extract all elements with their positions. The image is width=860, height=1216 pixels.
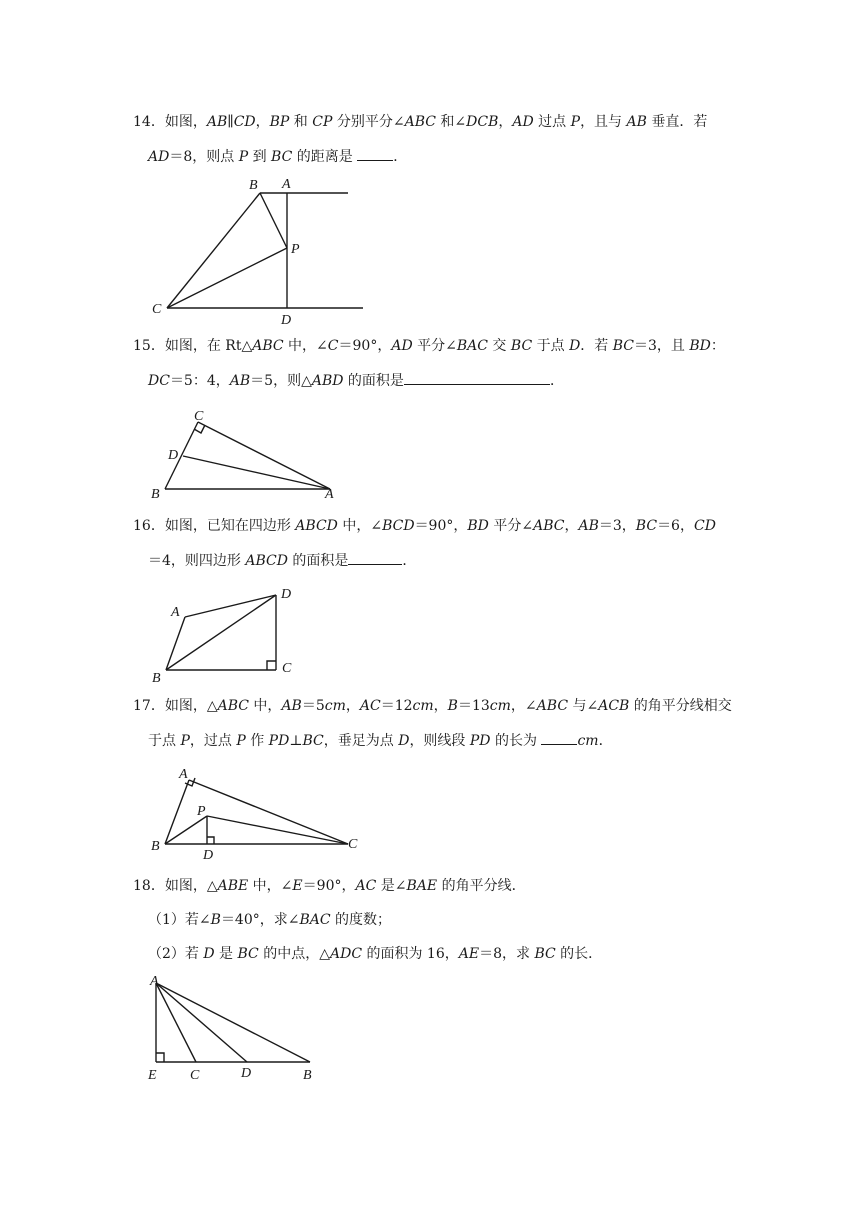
- q18-subquestion-2: （2）若 D 是 BC 的中点，△ADC 的面积为 16，AE＝8，求 BC 的长．: [148, 946, 603, 962]
- label-b: B: [151, 839, 160, 854]
- label-b: B: [152, 671, 161, 684]
- label-b: B: [249, 178, 258, 193]
- q15-line-1: 15．如图，在 Rt△ABC 中，∠C＝90°，AD 平分∠BAC 交 BC 于点 D．若 BC＝3，且 BD：: [133, 338, 725, 354]
- q17-line-1: 17．如图，△ABC 中，AB＝5cm，AC＝12cm，B＝13cm，∠ABC 与∠ACB 的角平分线相交: [133, 698, 732, 714]
- label-a: A: [150, 974, 159, 989]
- segment-bp: [165, 816, 207, 844]
- label-c: C: [194, 409, 204, 424]
- label-d: D: [241, 1066, 252, 1081]
- q17-figure: [145, 762, 365, 862]
- segment-ac: [156, 983, 196, 1062]
- label-d: D: [281, 313, 292, 328]
- label-c: C: [190, 1068, 200, 1083]
- segment-bc: [167, 193, 260, 308]
- label-a: A: [179, 767, 188, 782]
- label-d: D: [203, 848, 214, 862]
- label-b: B: [151, 487, 160, 502]
- label-c: C: [282, 661, 292, 676]
- segment-bp: [260, 193, 287, 248]
- label-p: P: [291, 242, 300, 257]
- segment-cp: [207, 816, 348, 844]
- q14-line-2: AD＝8，则点 P 到 BC 的距离是 ．: [148, 146, 407, 167]
- q16-line-1: 16．如图，已知在四边形 ABCD 中，∠BCD＝90°，BD 平分∠ABC，AB＝3，BC＝6，CD: [133, 518, 716, 534]
- q16-figure: [145, 584, 305, 684]
- label-a: A: [282, 177, 291, 192]
- q15-figure: [145, 404, 345, 502]
- segment-bd: [166, 595, 276, 670]
- label-b: B: [303, 1068, 312, 1083]
- label-c: C: [348, 837, 358, 852]
- q18-line-1: 18．如图，△ABE 中，∠E＝90°，AC 是∠BAE 的角平分线．: [133, 878, 526, 894]
- answer-blank[interactable]: [404, 370, 550, 385]
- answer-blank[interactable]: [348, 550, 402, 565]
- segment-ad: [183, 456, 330, 489]
- right-angle-marker: [267, 661, 276, 670]
- segment-ca: [198, 422, 330, 489]
- q18-subquestion-1: （1）若∠B＝40°，求∠BAC 的度数；: [148, 912, 392, 928]
- segment-ad: [185, 595, 276, 617]
- answer-blank[interactable]: [541, 730, 577, 745]
- label-d: D: [281, 587, 292, 602]
- q14-figure: [145, 172, 365, 332]
- label-e: E: [148, 1068, 157, 1083]
- right-angle-marker: [207, 837, 214, 844]
- segment-ab: [166, 617, 185, 670]
- label-a: A: [171, 605, 180, 620]
- label-d: D: [168, 448, 179, 463]
- segment-ac: [189, 780, 348, 844]
- q14-line-1: 14．如图，AB∥CD，BP 和 CP 分别平分∠ABC 和∠DCB，AD 过点 P，且与 AB 垂直．若: [133, 114, 708, 130]
- q16-line-2: ＝4，则四边形 ABCD 的面积是 ．: [148, 550, 416, 571]
- q18-figure: [140, 972, 330, 1084]
- right-angle-marker: [156, 1053, 164, 1062]
- q17-line-2: 于点 P，过点 P 作 PD⊥BC，垂足为点 D，则线段 PD 的长为 cm．: [148, 730, 613, 751]
- segment-ab: [165, 780, 189, 844]
- label-a: A: [325, 487, 334, 502]
- label-c: C: [152, 302, 162, 317]
- label-p: P: [197, 804, 206, 819]
- answer-blank[interactable]: [357, 146, 393, 161]
- segment-cp: [167, 248, 287, 308]
- q15-line-2: DC＝5：4，AB＝5，则△ABD 的面积是 ．: [148, 370, 564, 391]
